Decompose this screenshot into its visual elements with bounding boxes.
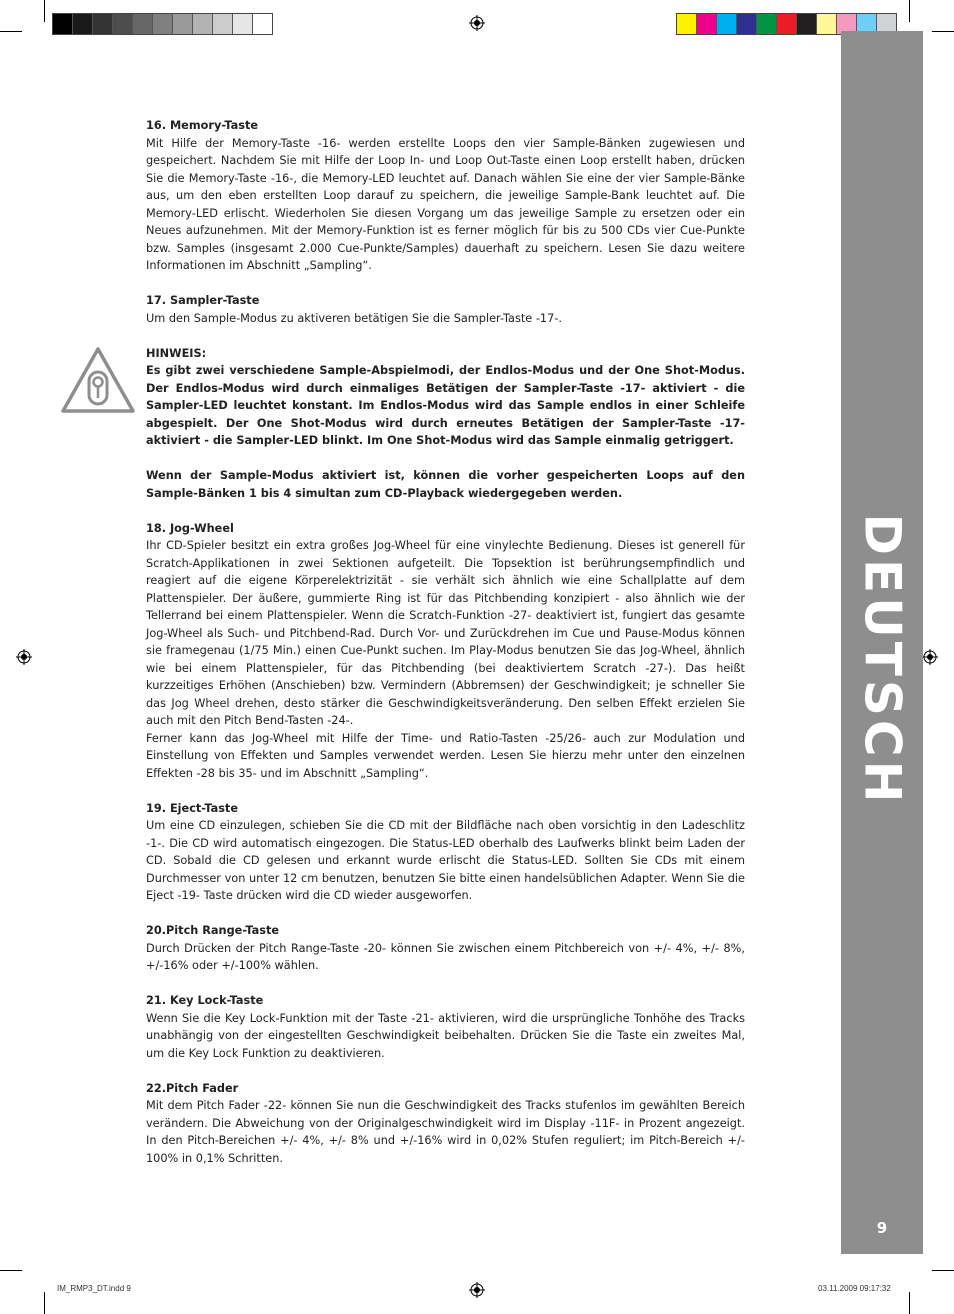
notice-block-2 (146, 467, 745, 502)
crop-mark (932, 1270, 954, 1271)
section-text: Mit Hilfe der Memory-Taste -16- werden erstellte Loops den vier Sample-Bänken zugewiesen und gespeichert. Nachdem Sie mit Hilfe der Loop In- und Loop Out-Taste einen Loop erstellt haben, drücken Sie die Memory-Taste -16-, die Memory-LED leuchtet auf. Danach wählen Sie eine der vier Sample-Bänke aus, um den eben erstellten Loop darauf zu speichern, die jeweilige Sample-Bank leuchtet auf. Die Memory-LED erlischt. Wiederholen Sie diesen Vorgang um das jeweilige Sample zu ersetzen oder ein Neues aufzunehmen. Mit der Memory-Funktion ist es ferner möglich für bis zu 500 CDs vier Cue-Punkte bzw. Samples (insgesamt 2.000 Cue-Punkte/Samples) dauerhaft zu speichern. Lesen Sie dazu weitere Informationen im Abschnitt „Sampling“. (146, 136, 745, 272)
registration-mark-icon (922, 649, 938, 665)
section-sampler-taste (146, 292, 745, 327)
section-text: Wenn Sie die Key Lock-Funktion mit der Taste -21- aktivieren, wird die ursprüngliche Tonhöhe des Tracks unabhängig von der eingestellten Geschwindigkeit beibehalten. Drücken Sie die Taste ein zweites Mal, um die Key Lock Funktion zu deaktivieren. (146, 1011, 745, 1060)
section-text: Ferner kann das Jog-Wheel mit Hilfe der Time- und Ratio-Tasten -25/26- auch zur Modulation und Einstellung von Effekten und Samples verwendet werden. Lesen Sie hierzu mehr unter den einzelnen Effekten -28 bis 35- und im Abschnitt „Sampling“. (146, 731, 745, 780)
color-swatch (93, 14, 113, 34)
manual-body (146, 117, 745, 1185)
notice-text: Wenn der Sample-Modus aktiviert ist, können die vorher gespeicherten Loops auf den Sample-Bänken 1 bis 4 simultan zum CD-Playback wiedergegeben werden. (146, 469, 745, 500)
color-swatch (173, 14, 193, 34)
section-jog-wheel (146, 520, 745, 783)
color-swatch (113, 14, 133, 34)
color-swatch (757, 14, 777, 34)
warning-icon (60, 346, 136, 414)
color-swatch (797, 14, 817, 34)
section-heading: 18. Jog-Wheel (146, 521, 234, 535)
section-text: Ihr CD-Spieler besitzt ein extra großes Jog-Wheel für eine vinylechte Bedienung. Dieses ist generell für Scratch-Applikationen in zwei Sektionen aufgeteilt. Die Topsektion ist berührungsempfindlich und reagiert auf die eigene Körperelektrizität - sie verhält sich ähnlich wie eine Schallplatte auf dem Plattenspieler. Der äußere, gummierte Ring ist für das Pitchbending konzipiert - also ähnlich wie der Tellerrand bei einem Plattenspieler. Wenn die Scratch-Funktion -27- deaktiviert ist, fungiert das gesamte Jog-Wheel als Such- und Pitchbend-Rad. Durch Vor- und Zurückdrehen im Cue und Pause-Modus können sie framegenau (1/75 Min.) einen Cue-Punkt suchen. Im Play-Modus benutzen Sie das Jog-Wheel, ähnlich wie bei einem Plattenspieler, für das Pitchbending (bei deaktiviertem Scratch -27-). Das heißt kurzzeitiges Erhöhen (Anschieben) bzw. Vermindern (Abbremsen) der Geschwindigkeit; je schneller Sie das Jog Wheel drehen, desto stärker die Geschwindigkeitsveränderung. Den selben Effekt erzielen Sie auch mit den Pitch Bend-Tasten -24-. (146, 539, 745, 727)
language-tab (845, 513, 919, 807)
color-swatch (777, 14, 797, 34)
section-eject-taste (146, 800, 745, 905)
color-swatch (697, 14, 717, 34)
color-swatch (153, 14, 173, 34)
section-heading: 16. Memory-Taste (146, 119, 259, 132)
section-heading: 20.Pitch Range-Taste (146, 924, 280, 937)
gray-color-bar (52, 13, 273, 35)
section-heading: 22.Pitch Fader (146, 1081, 239, 1095)
color-swatch (717, 14, 737, 34)
notice-heading: HINWEIS: (146, 346, 207, 360)
crop-mark (909, 1292, 910, 1314)
color-swatch (53, 14, 73, 34)
notice-text: Es gibt zwei verschiedene Sample-Abspielmodi, der Endlos-Modus und der One Shot-Modus. Der Endlos-Modus wird durch einmaliges Betätigen der Sampler-Taste -17- aktiviert - die Sampler-LED leuchtet konstant. Im Endlos-Modus wird das Sample endlos in einer Schleife abgespielt. Der One Shot-Modus wird durch erneutes Betätigen der Sampler-Taste -17- aktiviert - die Sampler-LED blinkt. Im One Shot-Modus wird das Sample einmalig getriggert. (146, 364, 745, 447)
section-heading: 17. Sampler-Taste (146, 294, 260, 307)
page-number: 9 (876, 1219, 888, 1237)
notice-block (146, 345, 745, 450)
section-heading: 19. Eject-Taste (146, 801, 238, 815)
footer-timestamp: 03.11.2009 09:17:32 (818, 1284, 891, 1293)
crop-mark (44, 0, 45, 22)
crop-mark (44, 1292, 45, 1314)
color-swatch (737, 14, 757, 34)
footer-file-name: IM_RMP3_DT.indd 9 (57, 1284, 131, 1293)
section-text: Mit dem Pitch Fader -22- können Sie nun die Geschwindigkeit des Tracks stufenlos im gewählten Bereich verändern. Die Abweichung von der Originalgeschwindigkeit wird im Display -11F- in Prozent angezeigt. In den Pitch-Bereichen +/- 4%, +/- 8% und +/-16% wird in 0,02% Stufen reguliert; im Pitch-Bereich +/- 100% in 0,1% Schritten. (146, 1099, 745, 1165)
color-swatch (817, 14, 837, 34)
section-pitch-range-taste (146, 922, 745, 975)
registration-mark-icon (469, 1282, 485, 1298)
crop-mark (932, 31, 954, 32)
section-heading: 21. Key Lock-Taste (146, 994, 264, 1007)
color-swatch (133, 14, 153, 34)
color-swatch (253, 14, 272, 34)
section-pitch-fader (146, 1080, 745, 1168)
section-text: Um den Sample-Modus zu aktiveren betätigen Sie die Sampler-Taste -17-. (146, 311, 562, 325)
section-text: Durch Drücken der Pitch Range-Taste -20- können Sie zwischen einem Pitchbereich von +/- 4%, +/- 8%, +/-16% oder +/-100% wählen. (146, 941, 745, 972)
color-swatch (213, 14, 233, 34)
crop-mark (0, 1270, 22, 1271)
crop-mark (909, 0, 910, 22)
section-memory-taste (146, 117, 745, 275)
registration-mark-icon (16, 649, 32, 665)
color-swatch (73, 14, 93, 34)
section-text: Um eine CD einzulegen, schieben Sie die CD mit der Bildfläche nach oben vorsichtig in den Ladeschlitz -1-. Die CD wird automatisch eingezogen. Die Status-LED oberhalb des Laufwerks blinkt beim Laden der CD. Sobald die CD gelesen und erkannt wurde erlischt die Status-LED. Sollten Sie CDs mit einem Durchmesser von unter 12 cm benutzen, benutzen Sie bitte einen handelsüblichen Adapter. Wenn Sie die Eject -19- Taste drücken wird die CD wieder ausgeworfen. (146, 819, 745, 902)
color-swatch (677, 14, 697, 34)
language-tab-label: DEUTSCH (853, 513, 912, 807)
section-key-lock-taste (146, 992, 745, 1062)
crop-mark (0, 31, 22, 32)
registration-mark-icon (469, 15, 485, 31)
color-swatch (233, 14, 253, 34)
color-swatch (193, 14, 213, 34)
